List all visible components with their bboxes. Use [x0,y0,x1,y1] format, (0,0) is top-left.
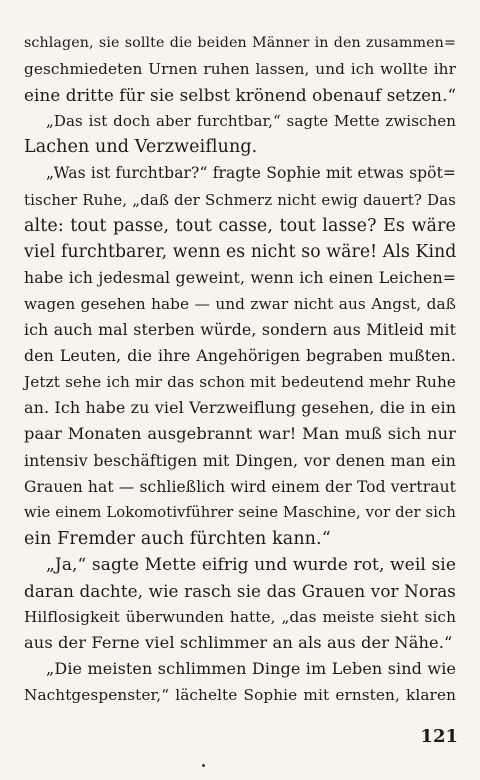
text-line: schlagen, sie sollte die beiden Männer in den zusammen= [24,35,456,51]
text-line: Nachtgespenster,“ lächelte Sophie mit ernsten, klaren [24,686,456,705]
body-text [24,30,456,708]
text-line: Hilflosigkeit überwunden hatte, „das meiste sieht sich [24,608,456,627]
text-line: Grauen hat — schließlich wird einem der Tod vertraut [24,477,456,496]
text-line: den Leuten, die ihre Angehörigen begraben mußten. [24,346,456,366]
text-line: intensiv beschäftigen mit Dingen, vor denen man ein [24,450,456,470]
text-line: ich auch mal sterben würde, sondern aus Mitleid mit [24,320,456,340]
text-line: aus der Ferne viel schlimmer an als aus der Nähe.“ [24,633,453,653]
text-line: alte: tout passe, tout casse, tout lasse? Es wäre [24,215,456,236]
text-line: viel furchtbarer, wenn es nicht so wäre! Als Kind [24,241,457,262]
text-line: paar Monaten ausgebrannt war! Man muß sich nur [24,424,456,444]
text-line: „Das ist doch aber furchtbar,“ sagte Mette zwischen [46,112,456,131]
text-line: habe ich jedesmal geweint, wenn ich einen Leichen= [24,267,456,287]
page-number: 121 [420,726,458,747]
text-line: daran dachte, wie rasch sie das Grauen vor Noras [24,580,456,601]
text-line: „Was ist furchtbar?“ fragte Sophie mit etwas spöt= [46,164,456,183]
text-line: wagen gesehen habe — und zwar nicht aus Angst, daß [24,294,456,313]
text-line: eine dritte für sie selbst krönend obenauf setzen.“ [24,85,457,106]
text-line: „Die meisten schlimmen Dinge im Leben sind wie [46,659,456,679]
text-line: tischer Ruhe, „daß der Schmerz nicht ewig dauert? Das [24,190,456,209]
text-line: geschmiedeten Urnen ruhen lassen, und ich wollte ihr [24,60,456,79]
text-line: Jetzt sehe ich mir das schon mit bedeutend mehr Ruhe [24,373,456,392]
text-line: „Ja,“ sagte Mette eifrig und wurde rot, weil sie [46,554,456,575]
print-mark [202,764,205,767]
text-line: wie einem Lokomotivführer seine Maschine, vor der sich [24,503,456,521]
text-line: ein Fremder auch fürchten kann.“ [24,528,331,549]
text-line: Lachen und Verzweiflung. [24,137,258,158]
text-line: an. Ich habe zu viel Verzweiflung gesehen, die in ein [24,398,457,418]
